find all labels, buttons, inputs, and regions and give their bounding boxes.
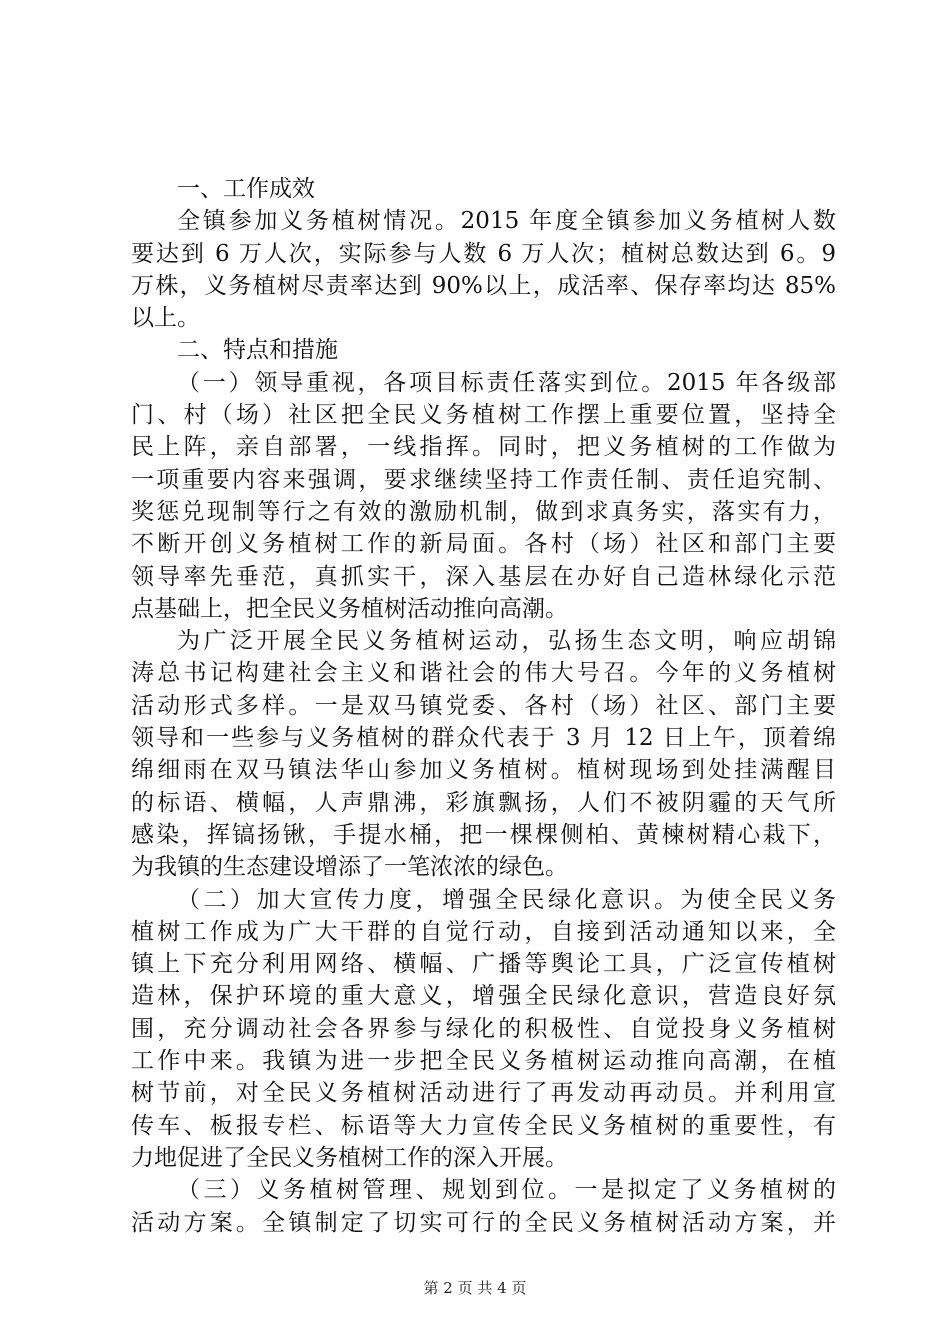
text-line: （二）加大宣传力度，增强全民绿化意识。为使全民义务 xyxy=(177,886,836,913)
text-line: 镇上下充分利用网络、横幅、广播等舆论工具，广泛宣传植树 xyxy=(131,951,836,978)
text-line: （三）义务植树管理、规划到位。一是拟定了义务植树的 xyxy=(177,1177,836,1204)
text-line: 要达到 6 万人次，实际参与人数 6 万人次；植树总数达到 6。9 xyxy=(131,240,836,267)
text-line: 围，充分调动社会各界参与绿化的积极性、自觉投身义务植树 xyxy=(131,1015,836,1042)
document-body xyxy=(131,173,836,1239)
text-line: 树节前，对全民义务植树活动进行了再发动再动员。并利用宣 xyxy=(131,1080,836,1107)
text-line: 力地促进了全民义务植树工作的深入开展。 xyxy=(131,1144,568,1171)
text-line: 万株，义务植树尽责率达到 90%以上，成活率、保存率均达 85% xyxy=(131,272,836,299)
text-line: 民上阵，亲自部署，一线指挥。同时，把义务植树的工作做为 xyxy=(131,434,836,461)
text-line: 感染，挥镐扬锹，手提水桶，把一棵棵侧柏、黄楝树精心栽下， xyxy=(131,821,836,848)
text-line: 以上。 xyxy=(131,305,200,332)
text-line: 二、特点和措施 xyxy=(177,337,338,364)
text-line: 植树工作成为广大干群的自觉行动，自接到活动通知以来，全 xyxy=(131,918,836,945)
text-line: 为广泛开展全民义务植树运动，弘扬生态文明，响应胡锦 xyxy=(177,628,836,655)
text-line: 工作中来。我镇为进一步把全民义务植树运动推向高潮，在植 xyxy=(131,1048,836,1075)
text-line: 一、工作成效 xyxy=(177,176,315,202)
text-line: 活动方案。全镇制定了切实可行的全民义务植树活动方案，并 xyxy=(131,1209,836,1236)
text-line: 的标语、横幅，人声鼎沸，彩旗飘扬，人们不被阴霾的天气所 xyxy=(131,789,836,816)
text-line: 全镇参加义务植树情况。2015 年度全镇参加义务植树人数 xyxy=(177,208,836,235)
text-line: 造林，保护环境的重大意义，增强全民绿化意识，营造良好氛 xyxy=(131,983,836,1010)
text-line: 门、村（场）社区把全民义务植树工作摆上重要位置，坚持全 xyxy=(131,402,836,429)
text-line: 领导和一些参与义务植树的群众代表于 3 月 12 日上午，顶着绵 xyxy=(131,725,836,752)
text-line: 涛总书记构建社会主义和谐社会的伟大号召。今年的义务植树 xyxy=(131,660,836,687)
text-line: 为我镇的生态建设增添了一笔浓浓的绿色。 xyxy=(131,854,568,881)
text-line: 点基础上，把全民义务植树活动推向高潮。 xyxy=(131,595,568,622)
page-number-label: 第 2 页 共 4 页 xyxy=(423,1279,527,1297)
text-line: 领导率先垂范，真抓实干，深入基层在办好自己造林绿化示范 xyxy=(131,563,836,590)
text-line: 传车、板报专栏、标语等大力宣传全民义务植树的重要性，有 xyxy=(131,1112,836,1139)
text-line: 不断开创义务植树工作的新局面。各村（场）社区和部门主要 xyxy=(131,531,836,558)
text-line: 绵细雨在双马镇法华山参加义务植树。植树现场到处挂满醒目 xyxy=(131,757,836,784)
page-footer xyxy=(0,1278,950,1298)
text-line: 一项重要内容来强调，要求继续坚持工作责任制、责任追究制、 xyxy=(131,466,836,493)
text-line: 奖惩兑现制等行之有效的激励机制，做到求真务实，落实有力， xyxy=(131,498,836,525)
text-line: 活动形式多样。一是双马镇党委、各村（场）社区、部门主要 xyxy=(131,692,836,719)
text-line: （一）领导重视，各项目标责任落实到位。2015 年各级部 xyxy=(177,369,836,396)
